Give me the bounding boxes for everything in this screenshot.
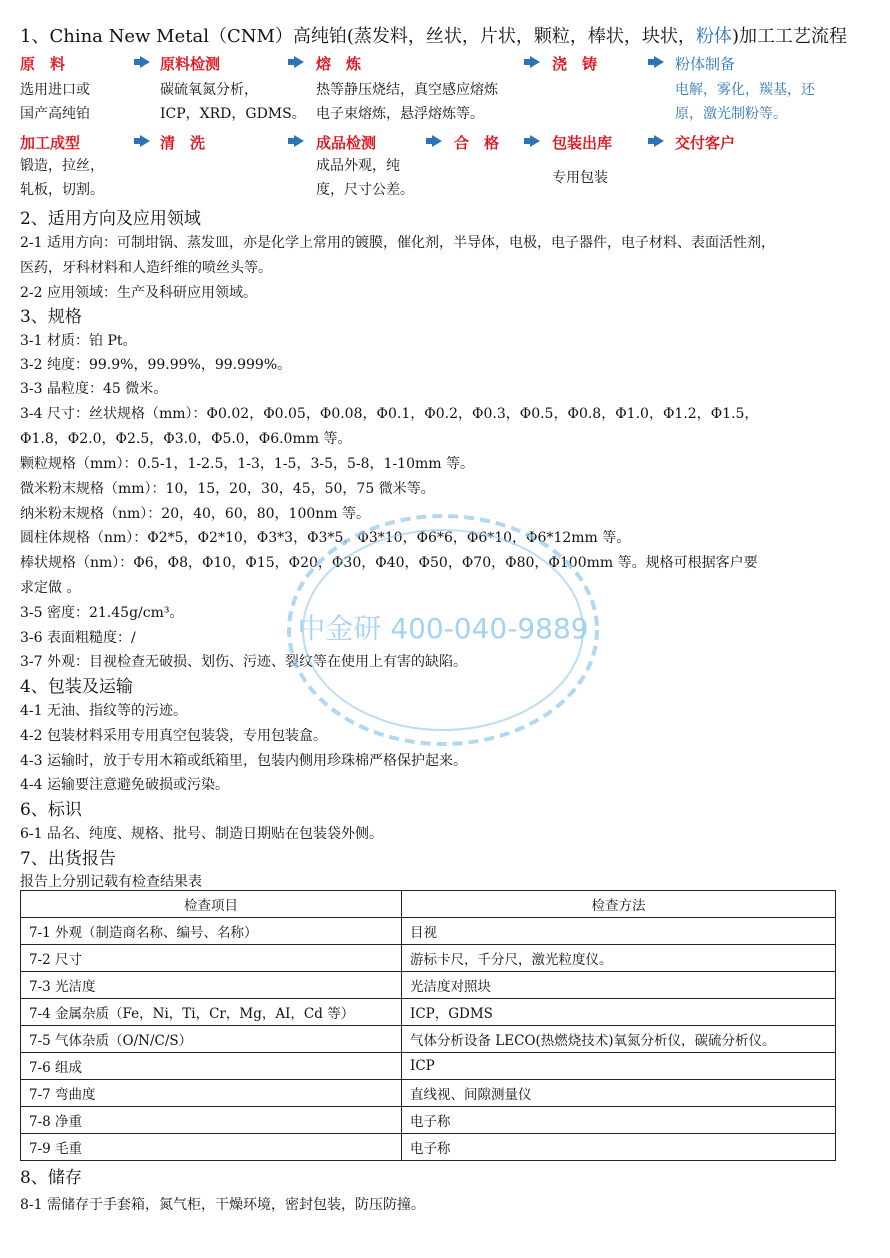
flow-step-shipping: 包装出库 [552, 134, 613, 152]
table-cell: 气体分析设备 LECO(热燃烧技术)氧氮分析仪，碳硫分析仪。 [402, 1026, 836, 1053]
table-cell: 7-4 金属杂质（Fe，Ni，Ti，Cr，Mg，AI，Cd 等） [21, 999, 402, 1026]
flow-desc: 电解，雾化，羰基，还 原，激光制粉等。 [675, 82, 815, 122]
section-heading: 7、出货报告 [20, 849, 116, 869]
text-line: 求定做 。 [20, 580, 81, 596]
text-line: 圆柱体规格（nm）：Φ2*5，Φ2*10，Φ3*3，Φ3*5，Φ3*10，Φ6*6，Φ6*10，Φ6*12mm 等。 [20, 530, 631, 546]
flow-desc: 成品外观，纯 度，尺寸公差。 [316, 158, 414, 198]
flow-step-product-test: 成品检测 [316, 134, 377, 152]
text-line: 3-6 表面粗糙度：/ [20, 630, 136, 646]
text-line: 4-3 运输时，放于专用木箱或纸箱里，包装内侧用珍珠棉严格保护起来。 [20, 753, 467, 769]
table-row [21, 1026, 836, 1053]
title-highlight: 粉体 [695, 26, 732, 47]
table-row [21, 1134, 836, 1161]
page-title [20, 22, 847, 48]
flow-step-delivery: 交付客户 [675, 134, 736, 152]
text-line: 3-7 外观：目视检查无破损、划伤、污迹、裂纹等在使用上有害的缺陷。 [20, 654, 467, 670]
text-line: 4-4 运输要注意避免破损或污染。 [20, 777, 229, 793]
table-row [21, 999, 836, 1026]
table-row [21, 972, 836, 999]
title-prefix: 1、China New Metal（CNM）高纯铂(蒸发料，丝状，片状，颗粒，棒状，块状， [20, 26, 696, 47]
arrow-right-icon [432, 135, 442, 147]
section-heading: 2、适用方向及应用领域 [20, 209, 201, 229]
flow-desc: 专用包装 [552, 170, 608, 186]
text-line: 纳米粉末规格（nm）：20，40，60，80，100nm 等。 [20, 506, 371, 522]
table-cell: 7-6 组成 [21, 1053, 402, 1080]
table-cell: 目视 [402, 918, 836, 945]
table-cell: 7-7 弯曲度 [21, 1080, 402, 1107]
table-cell: 7-8 净重 [21, 1107, 402, 1134]
flow-desc: 热等静压烧结，真空感应熔炼 电子束熔炼，悬浮熔炼等。 [316, 82, 498, 122]
table-row [21, 945, 836, 972]
text-line: 医药，牙科材料和人造纤维的喷丝头等。 [20, 260, 272, 276]
table-cell: 7-2 尺寸 [21, 945, 402, 972]
section-heading: 4、包装及运输 [20, 677, 133, 697]
arrow-right-icon [140, 135, 150, 147]
arrow-right-icon [294, 56, 304, 68]
arrow-right-icon [654, 135, 664, 147]
table-cell: 7-1 外观（制造商名称、编号、名称） [21, 918, 402, 945]
table-cell: ICP，GDMS [402, 999, 836, 1026]
text-line: 3-5 密度：21.45g/cm³。 [20, 605, 184, 621]
table-cell: 游标卡尺，千分尺，激光粒度仪。 [402, 945, 836, 972]
column-header: 检查方法 [402, 891, 836, 918]
table-cell: ICP [402, 1053, 836, 1080]
table-cell: 电子称 [402, 1107, 836, 1134]
table-cell: 7-5 气体杂质（O/N/C/S） [21, 1026, 402, 1053]
table-row [21, 1107, 836, 1134]
text-line: 3-3 晶粒度：45 微米。 [20, 381, 168, 397]
table-row [21, 1080, 836, 1107]
table-row [21, 918, 836, 945]
text-line: 2-2 应用领域：生产及科研应用领域。 [20, 285, 257, 301]
arrow-right-icon [140, 56, 150, 68]
text-line: 颗粒规格（mm）：0.5-1，1-2.5，1-3，1-5，3-5，5-8，1-10mm 等。 [20, 456, 474, 472]
text-line: 8-1 需储存于手套箱，氮气柜，干燥环境，密封包装，防压防撞。 [20, 1197, 425, 1213]
text-line: 微米粉末规格（mm）：10，15，20，30，45，50，75 微米等。 [20, 481, 435, 497]
table-caption: 报告上分别记载有检查结果表 [20, 874, 202, 890]
text-line: 3-1 材质：铂 Pt。 [20, 333, 137, 349]
flow-step-raw-material: 原 料 [20, 55, 66, 73]
section-heading: 8、储存 [20, 1168, 82, 1188]
flow-desc: 碳硫氧氮分析， ICP，XRD，GDMS。 [160, 82, 306, 122]
flow-step-cleaning: 清 洗 [160, 134, 206, 152]
table-row [21, 1053, 836, 1080]
flow-step-forming: 加工成型 [20, 134, 81, 152]
flow-desc: 锻造，拉丝， 轧板，切割。 [20, 158, 104, 198]
inspection-table [20, 890, 836, 1161]
table-header-row [21, 891, 836, 918]
arrow-right-icon [530, 135, 540, 147]
section-heading: 3、规格 [20, 307, 82, 327]
text-line: 棒状规格（nm）：Φ6，Φ8，Φ10，Φ15，Φ20，Φ30，Φ40，Φ50，Φ70，Φ80，Φ100mm 等。规格可根据客户要 [20, 555, 758, 571]
text-line: Φ1.8，Φ2.0，Φ2.5，Φ3.0，Φ5.0，Φ6.0mm 等。 [20, 431, 352, 447]
flow-step-powder: 粉体制备 [675, 55, 736, 73]
arrow-right-icon [294, 135, 304, 147]
flow-step-qualified: 合 格 [454, 134, 500, 152]
watermark-text: 中金研 400-040-9889 [297, 612, 589, 645]
text-line: 4-1 无油、指纹等的污迹。 [20, 703, 187, 719]
flow-step-smelting: 熔 炼 [316, 55, 362, 73]
text-line: 6-1 品名、纯度、规格、批号、制造日期贴在包装袋外侧。 [20, 826, 383, 842]
column-header: 检查项目 [21, 891, 402, 918]
title-suffix: )加工工艺流程 [731, 26, 847, 47]
arrow-right-icon [530, 56, 540, 68]
flow-desc: 选用进口或 国产高纯铂 [20, 82, 90, 122]
section-heading: 6、标识 [20, 800, 82, 820]
table-cell: 光洁度对照块 [402, 972, 836, 999]
text-line: 4-2 包装材料采用专用真空包装袋，专用包装盒。 [20, 728, 327, 744]
table-cell: 直线视、间隙测量仪 [402, 1080, 836, 1107]
table-cell: 电子称 [402, 1134, 836, 1161]
text-line: 3-2 纯度：99.9%，99.99%，99.999%。 [20, 357, 292, 373]
text-line: 3-4 尺寸：丝状规格（mm）：Φ0.02，Φ0.05，Φ0.08，Φ0.1，Φ0.2，Φ0.3，Φ0.5，Φ0.8，Φ1.0，Φ1.2，Φ1.5， [20, 406, 759, 422]
table-cell: 7-9 毛重 [21, 1134, 402, 1161]
flow-step-casting: 浇 铸 [552, 55, 598, 73]
table-cell: 7-3 光洁度 [21, 972, 402, 999]
arrow-right-icon [654, 56, 664, 68]
text-line: 2-1 适用方向：可制坩锅、蒸发皿，亦是化学上常用的镀膜，催化剂，半导体，电极，电子器件，电子材料、表面活性剂， [20, 235, 775, 251]
flow-step-material-test: 原料检测 [160, 55, 221, 73]
